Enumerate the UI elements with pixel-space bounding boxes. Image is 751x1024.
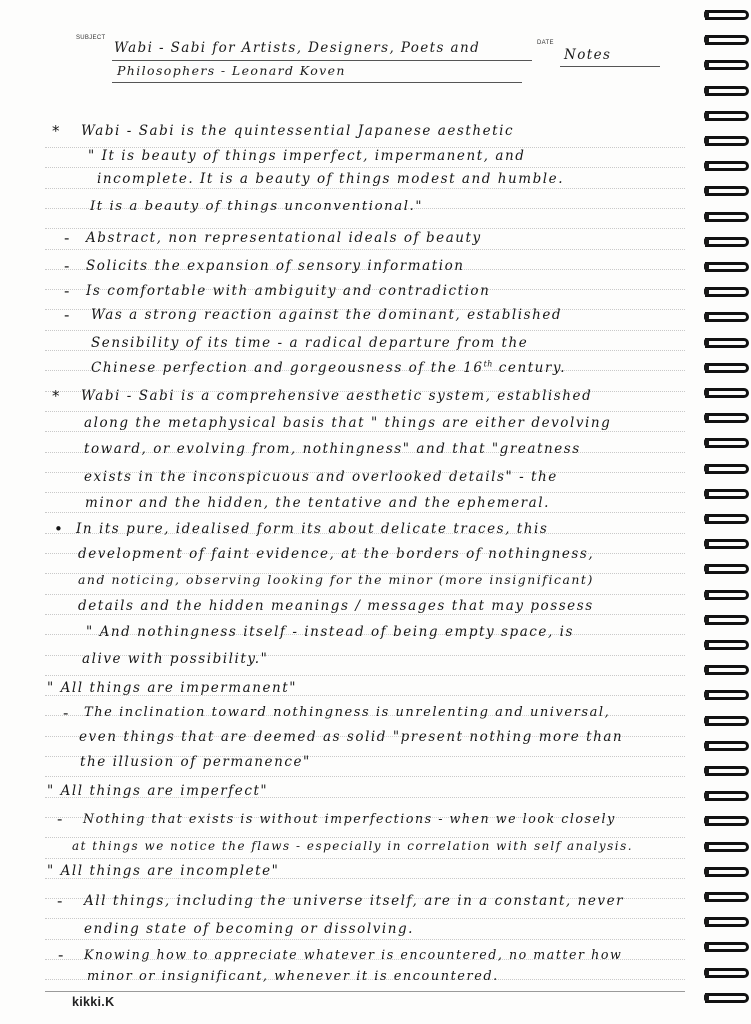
note-line-text: The inclination toward nothingness is unrelenting and universal,: [84, 705, 611, 720]
ruled-line: [45, 512, 685, 513]
note-line: [81, 123, 514, 139]
ruled-line: [45, 918, 685, 919]
punch-hole: [704, 439, 709, 446]
note-line-text: Knowing how to appreciate whatever is encountered, no matter how: [84, 947, 623, 962]
punch-hole: [704, 313, 709, 320]
spiral-coil: [705, 539, 749, 549]
spiral-coil: [705, 867, 749, 877]
note-line: [76, 521, 548, 537]
note-line: [47, 680, 297, 696]
note-bullet: -: [64, 229, 70, 247]
note-line-text: Nothing that exists is without imperfections - when we look closely: [83, 811, 616, 826]
title-line-1: Wabi - Sabi for Artists, Designers, Poets and: [114, 40, 481, 56]
spiral-coil: [705, 86, 749, 96]
note-line: [84, 893, 624, 909]
ruled-line: [45, 431, 685, 432]
note-bullet: •: [54, 520, 63, 538]
note-line-text: and noticing, observing looking for the minor (more insignificant): [78, 572, 594, 587]
note-line: [84, 947, 622, 963]
spiral-coil: [705, 892, 749, 902]
punch-hole: [704, 565, 709, 572]
note-line: [84, 415, 611, 431]
spiral-coil: [705, 917, 749, 927]
punch-hole: [704, 414, 709, 421]
note-line-text: It is a beauty of things unconventional.": [90, 199, 423, 214]
ruled-line: [45, 675, 685, 676]
spiral-coil: [705, 464, 749, 474]
note-line-text: toward, or evolving from, nothingness" and that "greatness: [84, 441, 581, 457]
ruled-line: [45, 167, 685, 168]
note-line: [85, 495, 550, 511]
note-line: [78, 598, 594, 614]
note-bullet: -: [64, 306, 70, 324]
ruled-line: [45, 614, 685, 615]
note-bullet: *: [52, 387, 60, 405]
note-line: [84, 705, 610, 721]
punch-hole: [704, 87, 709, 94]
note-line-text: exists in the inconspicuous and overlooked details" - the: [84, 469, 558, 485]
punch-hole: [704, 213, 709, 220]
spiral-coil: [705, 287, 749, 297]
spiral-coil: [705, 262, 749, 272]
title-line-2: Philosophers - Leonard Koven: [117, 63, 346, 78]
ruled-line: [45, 330, 685, 331]
ruled-line: [45, 776, 685, 777]
spiral-coil: [705, 111, 749, 121]
spiral-coil: [705, 968, 749, 978]
date-value: Notes: [564, 47, 612, 63]
spiral-coil: [705, 363, 749, 373]
spiral-coil: [705, 665, 749, 675]
spiral-coil: [705, 413, 749, 423]
note-line-text: Solicits the expansion of sensory information: [86, 258, 465, 274]
spiral-coil: [705, 338, 749, 348]
note-line-text: Abstract, non representational ideals of beauty: [86, 230, 482, 246]
note-line-text: Was a strong reaction against the dominant, established: [91, 307, 563, 323]
spiral-coil: [705, 842, 749, 852]
note-line: [91, 360, 566, 376]
spiral-coil: [705, 212, 749, 222]
note-line-tail: century.: [492, 360, 567, 376]
punch-hole: [704, 868, 709, 875]
note-line: [84, 921, 414, 937]
punch-hole: [704, 742, 709, 749]
spiral-coil: [705, 590, 749, 600]
punch-hole: [704, 792, 709, 799]
page-bottom-rule: [45, 991, 685, 992]
punch-hole: [704, 918, 709, 925]
spiral-coil: [705, 942, 749, 952]
note-line: [78, 572, 594, 588]
punch-hole: [704, 767, 709, 774]
title-underline-2: [112, 82, 522, 83]
punch-hole: [704, 540, 709, 547]
note-line: [82, 651, 268, 667]
spiral-coil: [705, 438, 749, 448]
spiral-coil: [705, 489, 749, 499]
punch-hole: [704, 389, 709, 396]
ruled-line: [45, 411, 685, 412]
punch-hole: [704, 843, 709, 850]
note-line: [78, 546, 594, 562]
note-line: [72, 838, 633, 854]
note-line-text: " It is beauty of things imperfect, impermanent, and: [88, 148, 526, 164]
spiral-coil: [705, 35, 749, 45]
note-line-text: Sensibility of its time - a radical departure from the: [91, 335, 529, 351]
punch-hole: [704, 943, 709, 950]
spiral-coil: [705, 615, 749, 625]
note-line: [87, 969, 499, 985]
note-line: [86, 283, 490, 299]
punch-hole: [704, 465, 709, 472]
note-line: [83, 811, 616, 827]
note-line: [47, 783, 268, 799]
note-line: [80, 754, 311, 770]
ruled-line: [45, 594, 685, 595]
punch-hole: [704, 515, 709, 522]
spiral-coil: [705, 690, 749, 700]
spiral-coil: [705, 564, 749, 574]
note-bullet: -: [57, 892, 63, 910]
punch-hole: [704, 893, 709, 900]
note-line-text: In its pure, idealised form its about delicate traces, this: [76, 521, 549, 537]
spiral-coil: [705, 640, 749, 650]
punch-hole: [704, 288, 709, 295]
note-line: [91, 335, 528, 351]
punch-hole: [704, 11, 709, 18]
note-line-text: Chinese perfection and gorgeousness of the 16: [91, 360, 484, 376]
note-line-text: " And nothingness itself - instead of being empty space, is: [86, 624, 574, 640]
note-line-text: " All things are impermanent": [47, 680, 297, 696]
punch-hole: [704, 364, 709, 371]
punch-hole: [704, 238, 709, 245]
punch-hole: [704, 137, 709, 144]
date-underline: [560, 66, 660, 67]
note-line-text: even things that are deemed as solid "present nothing more than: [79, 729, 624, 745]
punch-hole: [704, 339, 709, 346]
note-line-text: ending state of becoming or dissolving.: [84, 921, 415, 937]
note-bullet: *: [52, 122, 60, 140]
note-bullet: -: [64, 282, 70, 300]
spiral-coil: [705, 716, 749, 726]
note-line-text: " All things are imperfect": [47, 783, 269, 799]
ruled-line: [45, 939, 685, 940]
note-superscript: th: [483, 359, 493, 369]
punch-hole: [704, 490, 709, 497]
punch-hole: [704, 969, 709, 976]
note-line: [84, 441, 581, 457]
brand-logo: kikki.K: [72, 995, 115, 1009]
note-line: [90, 199, 423, 215]
note-line-text: at things we notice the flaws - especially in correlation with self analysis.: [72, 839, 634, 853]
note-line: [47, 863, 279, 879]
subject-label: SUBJECT: [76, 35, 106, 41]
note-bullet: -: [57, 810, 63, 828]
note-line: [91, 307, 562, 323]
note-line-text: along the metaphysical basis that " things are either devolving: [84, 415, 612, 431]
spiral-coil: [705, 816, 749, 826]
note-line: [84, 469, 558, 485]
spiral-coil: [705, 136, 749, 146]
punch-hole: [704, 994, 709, 1001]
note-line: [88, 148, 525, 164]
note-line: [86, 624, 574, 640]
note-line-text: the illusion of permanence": [80, 754, 311, 770]
note-line-text: incomplete. It is a beauty of things modest and humble.: [97, 171, 565, 187]
note-line-text: Is comfortable with ambiguity and contradiction: [86, 283, 491, 299]
note-line-text: Wabi - Sabi is a comprehensive aesthetic system, established: [81, 388, 593, 404]
note-line: [86, 258, 465, 274]
punch-hole: [704, 641, 709, 648]
spiral-coil: [705, 993, 749, 1003]
note-line-text: alive with possibility.": [82, 651, 269, 667]
ruled-line: [45, 492, 685, 493]
spiral-coil: [705, 791, 749, 801]
spiral-coil: [705, 741, 749, 751]
ruled-line: [45, 188, 685, 189]
note-line-text: minor or insignificant, whenever it is encountered.: [87, 969, 499, 984]
note-bullet: -: [63, 704, 69, 722]
punch-hole: [704, 263, 709, 270]
spiral-coil: [705, 10, 749, 20]
punch-hole: [704, 61, 709, 68]
punch-hole: [704, 666, 709, 673]
punch-hole: [704, 817, 709, 824]
note-line-text: All things, including the universe itself, are in a constant, never: [84, 893, 625, 909]
punch-hole: [704, 717, 709, 724]
note-line-text: " All things are incomplete": [47, 863, 280, 879]
note-line: [97, 171, 564, 187]
spiral-coil: [705, 388, 749, 398]
punch-hole: [704, 591, 709, 598]
spiral-coil: [705, 161, 749, 171]
spiral-coil: [705, 60, 749, 70]
punch-hole: [704, 112, 709, 119]
spiral-coil: [705, 766, 749, 776]
ruled-line: [45, 249, 685, 250]
punch-hole: [704, 36, 709, 43]
note-line: [86, 230, 482, 246]
punch-hole: [704, 616, 709, 623]
note-bullet: -: [58, 946, 64, 964]
spiral-binding: [699, 0, 751, 1024]
note-line-text: development of faint evidence, at the borders of nothingness,: [78, 546, 595, 562]
date-label: DATE: [537, 40, 554, 46]
note-bullet: -: [64, 257, 70, 275]
title-underline-1: [112, 60, 532, 61]
spiral-coil: [705, 514, 749, 524]
note-line-text: Wabi - Sabi is the quintessential Japanese aesthetic: [81, 123, 515, 139]
ruled-line: [45, 858, 685, 859]
spiral-coil: [705, 312, 749, 322]
punch-hole: [704, 187, 709, 194]
punch-hole: [704, 162, 709, 169]
note-line: [81, 388, 592, 404]
note-line: [79, 729, 623, 745]
note-line-text: details and the hidden meanings / messages that may possess: [78, 598, 594, 614]
spiral-coil: [705, 186, 749, 196]
punch-hole: [704, 691, 709, 698]
spiral-coil: [705, 237, 749, 247]
note-line-text: minor and the hidden, the tentative and the ephemeral.: [85, 495, 550, 511]
